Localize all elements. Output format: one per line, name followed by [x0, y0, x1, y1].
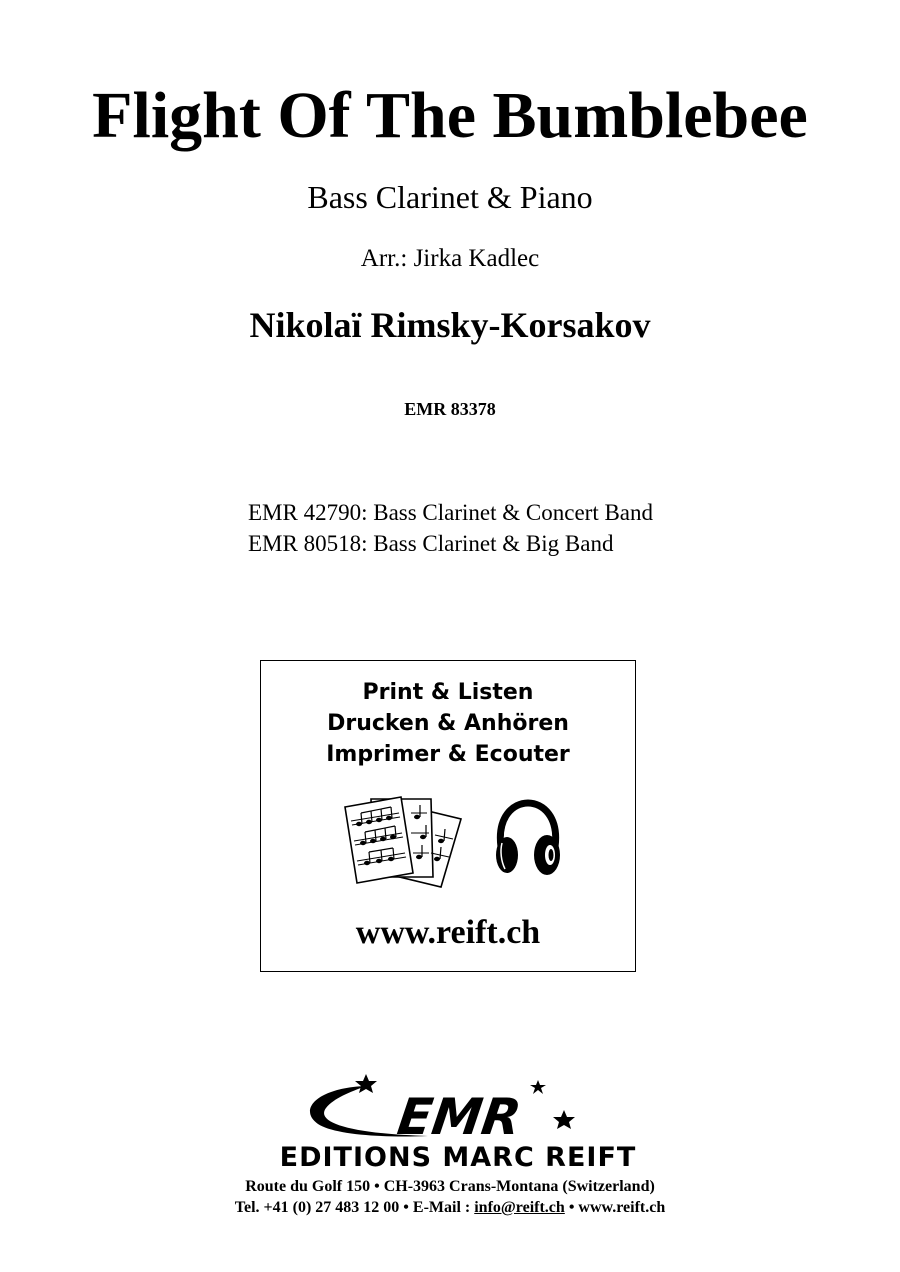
instrumentation: Bass Clarinet & Piano	[307, 179, 593, 215]
publisher-phone: Tel. +41 (0) 27 483 12 00	[234, 1199, 400, 1216]
composer: Nikolaï Rimsky-Korsakov	[249, 305, 651, 345]
related-edition: EMR 42790: Bass Clarinet & Concert Band	[248, 500, 654, 525]
emr-logo	[238, 1070, 678, 1172]
website-link[interactable]: www.reift.ch	[578, 1199, 666, 1216]
catalog-number: EMR 83378	[404, 399, 496, 419]
email-label: E-Mail :	[412, 1199, 471, 1216]
promo-line-german: Drucken & Anhören	[327, 711, 569, 736]
sheet-music-icon	[341, 791, 471, 891]
related-edition: EMR 80518: Bass Clarinet & Big Band	[248, 531, 614, 556]
promo-line-english: Print & Listen	[362, 680, 534, 705]
publisher-address: Route du Golf 150 • CH-3963 Crans-Montana (Switzerland)	[245, 1178, 655, 1195]
publisher-contact: Tel. +41 (0) 27 483 12 00 • E-Mail : info@reift.ch • www.reift.ch	[234, 1199, 666, 1216]
headphones-icon	[493, 799, 563, 879]
logo-text: EMR	[394, 1087, 525, 1146]
email-link[interactable]: info@reift.ch	[474, 1199, 565, 1216]
print-listen-box	[260, 660, 636, 972]
score-title: Flight Of The Bumblebee	[92, 79, 808, 152]
promo-website: www.reift.ch	[355, 914, 541, 951]
arranger: Arr.: Jirka Kadlec	[360, 245, 540, 272]
publisher-name: EDITIONS MARC REIFT	[279, 1142, 637, 1172]
promo-line-french: Imprimer & Ecouter	[326, 742, 570, 767]
